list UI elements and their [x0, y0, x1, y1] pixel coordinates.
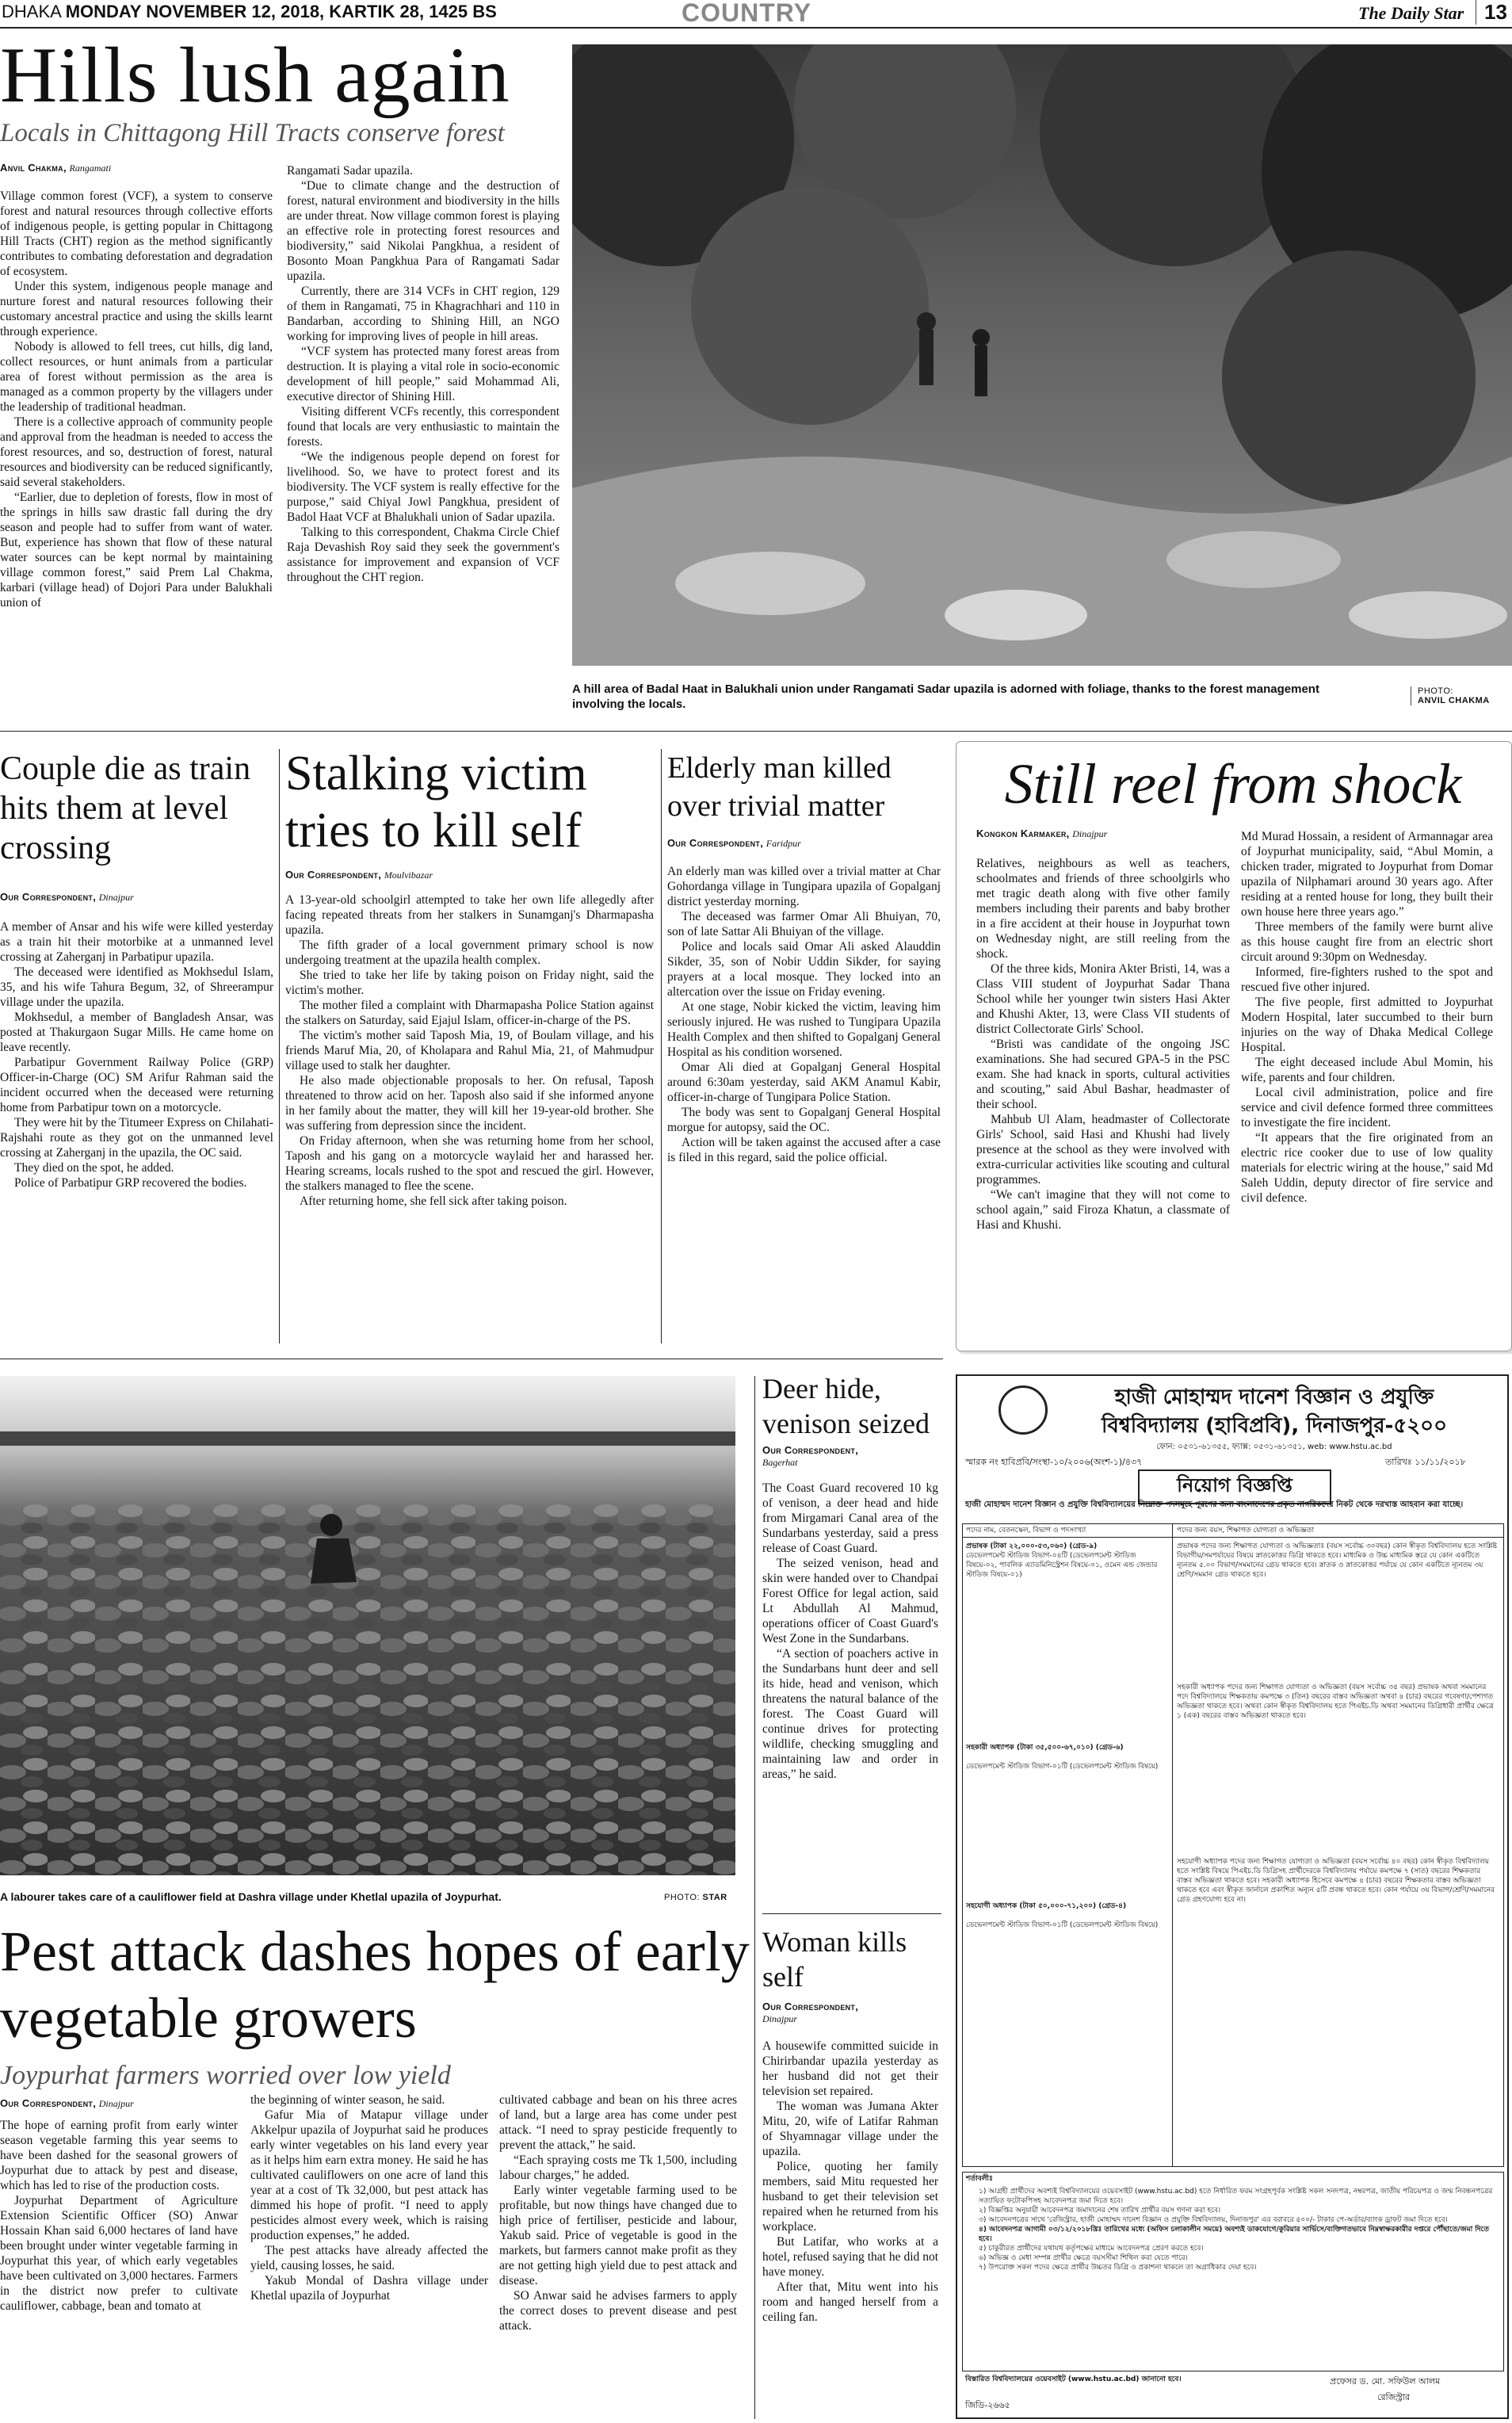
pest-subhead: Joypurhat farmers worried over low yield: [0, 2061, 451, 2090]
ad-footnote: বিস্তারিত বিশ্ববিদ্যালয়ের ওয়েবসাইট (www.hstu.ac.bd) জানানো হবে।: [965, 2375, 1182, 2383]
pest-column-3: cultivated cabbage and bean on his three acres of land, but a large area has come under pest attack. “I need to spray pesticide frequently to prevent the attack,” he said. “Each spraying costs me Tk 1,500, including labour charges,” he added. Early winter vegetable farming used to be profitable, but now things have changed due to high price of fertiliser, pesticide and labour, Yakub said. Price of vegetable is good in the markets, but farmers cannot make profit as they are not getting high yield due to pest attack and disease. SO Anwar said he advises farmers to apply the correct doses to prevent disease and pest attack.: [499, 2093, 737, 2333]
ad-contact: ফোন: ০৫৩১-৬১৩৫৫, ফ্যাক্স: ০৫৩১-৬১৩৫১, web: www.hstu.ac.bd: [1156, 1443, 1392, 1451]
woman-body: A housewife committed suicide in Chirirbandar upazila yesterday as her husband did not get their television set repaired. The woman was Jumana Akter Mitu, 20, wife of Latifar Rahman of Shyamnagar village under the upazila. Police, quoting her family members, said Mitu requested her husband to get their television set repaired when he returned from his workplace. But Latifar, who works at a hotel, refused saying that he did not have money. After that, Mitu went into his room and hanged herself from a ceiling fan.: [762, 2039, 938, 2324]
stalking-body: A 13-year-old schoolgirl attempted to take her own life allegedly after facing repeated threats from her stalkers in Sunamganj's Dharmapasha upazila. The fifth grader of a local government primary school is now undergoing treatment at the upazila health complex. She tried to take her life by taking poison on Friday night, said the victim's mother. The mother filed a complaint with Dharmapasha Police Station against the stalkers on Saturday, said Ejajul Islam, officer-in-charge of the PS. The victim's mother said Taposh Mia, 19, of Boulam village, and his friends Maruf Mia, 20, of Kholapara and Rahul Mia, 21, of Mahmudpur village used to stalk her daughter. He also made objectionable proposals to her. On refusal, Taposh threatened to throw acid on her. Taposh also said if she informed anyone in her family about the matter, they will kill her 19-year-old brother. She was suffering from depression since the incident. On Friday afternoon, when she was returning home from her school, Taposh and his gang on a motorcycle waylaid her and harassed her. Hearing screams, locals rushed to the spot and rescued the girl. However, the stalkers managed to flee the scene. After returning home, she fell sick after taking poison.: [285, 893, 654, 1208]
divider-under-lead: [0, 731, 1512, 732]
byline-name: Anvil Chakma,: [0, 162, 67, 174]
lead-column-1: Village common forest (VCF), a system to conserve forest and natural resources through collective efforts of indigenous people, is getting popular in Chittagong Hill Tracts (CHT) region as the method significantly contributes to combating deforestation and degradation of ecosystem. Under this system, indigenous people manage and nurture forest and natural resources following their customary ancestral practice and using the skills learnt through experience. Nobody is allowed to fell trees, cut hills, dig land, collect resources, or hunt animals from a particular area of forest without permission as the area is managed as a common property by the villagers under the leadership of traditional headman. There is a collective approach of community people and approval from the headman is needed to access the forest resources, and so, destruction of forest, natural resources and biodiversity can be reduced significantly, said several stakeholders. “Earlier, due to depletion of forests, flow in most of the springs in hills saw drastic fall during the dry season and people had to suffer from want of water. But, experience has shown that flow of these natural water sources can be kept normal by maintaining village common forest,” said Prem Lal Chakma, karbari (village head) of Dojori Para under Balukhali union of: [0, 189, 273, 610]
divider-deer-left: [754, 1376, 755, 2419]
masthead-logo: The Daily Star: [1358, 3, 1464, 23]
divider-under-deer: [762, 1913, 941, 1914]
ad-signatory: প্রফেসর ড. মো. সফিউল আলম: [1330, 2376, 1441, 2387]
pest-headline: Pest attack dashes hopes of early vegetable growers: [0, 1920, 750, 2050]
elderly-byline: Our Correspondent, Faridpur: [667, 837, 801, 849]
couple-body: A member of Ansar and his wife were killed yesterday as a train hit their motorbike at a unmanned level crossing at Zaherganj in Parbatipur upazila. The deceased were identified as Mokhsedul Islam, 35, and his wife Tahura Begum, 32, of Shreerampur village under the upazila. Mokhsedul, a member of Bangladesh Ansar, was posted at Thakurgaon Sugar Mills. He came home on leave recently. Parbatipur Government Railway Police (GRP) Officer-in-Charge (OC) SM Arifur Rahman said the incident occurred when the deceased were returning home from Parbatipur town on a motorcycle. They were hit by the Titumeer Express on Chilahati-Rajshahi route as they got on the unmanned level crossing at Zaherganj in the upazila, the OC said. They died on the spot, he added. Police of Parbatipur GRP recovered the bodies.: [0, 920, 273, 1190]
ad-intro: হাজী মোহাম্মদ দানেশ বিজ্ঞান ও প্রযুক্তি বিশ্ববিদ্যালয়ের নিম্নোক্ত পদসমূহে পূরণের জন্য বাংলাদেশের প্রকৃত নাগরিকদের নিকট থেকে দরখাস্ত আহবান করা যাচ্ছে।: [965, 1500, 1464, 1509]
dateline-city: DHAKA: [2, 2, 61, 21]
cauliflower-photo-image: [0, 1376, 735, 1875]
lead-byline: [0, 162, 111, 174]
divider-col-2: [661, 749, 662, 1343]
elderly-headline: Elderly man killed over trivial matter: [667, 751, 892, 823]
ad-memo: স্মারক নং হাবিপ্রবি/সংস্থা-১০/২০০৬(অংশ-১)/৪৩৭: [965, 1457, 1143, 1467]
stalking-headline: Stalking victim tries to kill self: [285, 747, 587, 858]
page-header: [0, 0, 1512, 29]
couple-headline: Couple die as train hits them at level crossing: [0, 751, 251, 866]
shock-column-1: Relatives, neighbours as well as teachers, schoolmates and friends of three schoolgirls who met tragic death along with five other family members including their parents and baby brother in a fire accident at their house in Joypurhat town on Wednesday night, are still reeling from the shock. Of the three kids, Monira Akter Bristi, 14, was a Class VIII student of Joypurhat Sadar Thana School while her younger twin sisters Hasi Akter and Khushi Akter, 13, were Class VII students of district Collectorate Girls' School. “Bristi was candidate of the ongoing JSC examinations. She had secured GPA-5 in the PSC exam. She had knack in sports, cultural activities and scouting,” said Abul Bashar, headmaster of their school. Mahbub Ul Alam, headmaster of Collectorate Girls' School, said Hasi and Khushi had lively presence at the school as they were involved with extra-curricular activities like scouting and cultural programmes. “We can't imagine that they will not come to school again,” said Firoza Khatun, a classmate of Hasi and Khushi.: [976, 857, 1230, 1232]
forest-photo-image: [572, 44, 1512, 666]
forest-photo-caption: A hill area of Badal Haat in Balukhali union under Rangamati Sadar upazila is adorned with foliage, thanks to the forest management involving the locals.: [572, 682, 1319, 711]
ad-title-2: বিশ্ববিদ্যালয় (হাবিপ্রবি), দিনাজপুর-৫২০০: [1101, 1414, 1447, 1438]
byline-place: Rangamati: [69, 162, 112, 174]
conditions-list: ১) আগ্রহী প্রার্থীদের অবশ্যই বিশ্ববিদ্যালয়ের ওয়েবসাইট (www.hstu.ac.bd) হতে নির্ধারিত ফরম সংগ্রহপূর্বক সংশ্লিষ্ট সকল সনদপত্র, নম্বরপত্র, জাতীয় পরিচয়পত্র ও জন্ম নিবন্ধনপত্রের সত্যায়িত ফটোকপিসহ আবেদনপত্র জমা দিতে হবে। ২) বিজ্ঞপ্তির অনুযায়ী আবেদনপত্র জমাদানের শেষ তারিখ প্রার্থীর বয়স গণনা করা হবে। ৩) আবেদনপত্রের সাথে 'রেজিস্ট্রার, হাজী মোহাম্মদ দানেশ বিজ্ঞান ও প্রযুক্তি বিশ্ববিদ্যালয়, দিনাজপুর' এর বরাবরে ৫০০/- টাকার পে-অর্ডার/ব্যাংক ড্রাফট জমা দিতে হবে। ৪) আবেদনপত্র আগামী ০৩/১২/২০১৮খ্রিঃ তারিখের মধ্যে (অফিস চলাকালীন সময়ে) অবশ্যই ডাকযোগে/কুরিয়ার সার্ভিসে/ব্যক্তিগতভাবে নিম্নস্বাক্ষরকারীর দপ্তরে পৌঁছাতে/জমা দিতে হবে। ৫) চাকুরীরত প্রার্থীদের যথাযথ কর্তৃপক্ষের মাধ্যমে আবেদনপত্র প্রেরণ করতে হবে। ৬) অভিজ্ঞ ও মেধা সম্পন্ন প্রার্থীর ক্ষেত্রে বয়সসীমা শিথিল করা যেতে পারে। ৭) উপরোক্ত সকল পদের ক্ষেত্রে প্রার্থীর উচ্চতর ডিগ্রি ও প্রকাশনা থাকলে তা অগ্রাধিকার দেয়া হবে।: [979, 2188, 1493, 2272]
divider-col-1: [279, 749, 280, 1343]
deer-byline: Our Correspondent, Bagerhat: [762, 1444, 859, 1468]
shock-column-2: Md Murad Hossain, a resident of Armannagar area of Joypurhat municipality, said, “Abul Momin, a chicken trader, migrated to Joypurhat from Domar upazila of Nilphamari around 30 years ago. After residing at a rented house for long, they built their own house here three years ago.” Three members of the family were burnt alive as this house caught fire from an electric short circuit around 9:30pm on Wednesday. Informed, fire-fighters rushed to the spot and rescued five other injured. The five people, first admitted to Joypurhat Modern Hospital, later succumbed to their burn injuries on the way of Dhaka Medical College Hospital. The eight deceased include Abul Momin, his wife, parents and four children. Local civil administration, police and fire service and civil defence formed three committees to investigate the fire incident. “It appears that the fire originated from an electric rice cooker due to use of low quality materials for electric wiring at the house,” said Md Saleh Uddin, deputy director of fire service and civil defence.: [1241, 830, 1493, 1205]
lead-subhead: Locals in Chittagong Hill Tracts conserve forest: [0, 119, 505, 147]
couple-byline: Our Correspondent, Dinajpur: [0, 891, 134, 903]
shock-byline: Kongkon Karmaker, Dinajpur: [976, 827, 1108, 839]
forest-photo-credit: PHOTO: ANVIL CHAKMA: [1411, 686, 1490, 705]
ad-req-1: প্রভাষক পদের জন্য শিক্ষাগত যোগ্যতা ও অভিজ্ঞতাঃ (বয়স সর্বোচ্চ ৩০বছর) কোন স্বীকৃত বিশ্ববিদ্যালয় হতে সংশ্লিষ্ট বিভাগীয়/সমপর্যায়ের বিষয়ে স্নাতকোত্তর ডিগ্রি থাকতে হবে। মাধ্যমিক ও উচ্চ মাধ্যমিক স্তরে যে কোন একটিতে ন্যূনতম ৫.০০ বিভাগ/সমমানের গ্রেড থাকতে হবে। স্নাতক ও স্নাতকোত্তর পর্যায়ে যে কোন একটিতে ন্যূনতম ৩য় শ্রেণি/সমমান গ্রেড থাকতে হবে।: [1177, 1542, 1497, 1579]
university-logo: [998, 1385, 1048, 1435]
dateline-date: MONDAY NOVEMBER 12, 2018, KARTIK 28, 1425 BS: [65, 2, 497, 21]
dateline: [2, 2, 497, 22]
pest-byline: Our Correspondent, Dinajpur: [0, 2097, 134, 2109]
cauliflower-credit: PHOTO: STAR: [664, 1893, 727, 1902]
lead-column-2: Rangamati Sadar upazila. “Due to climate change and the destruction of forest, natural environment and biodiversity in the hills are under threat. Now village common forest is playing an effective role in protecting forest resources and biodiversity,” said Nikolai Pangkhua, a resident of Bosonto Moan Pangkhua Para of Rangamati Sadar upazila. Currently, there are 314 VCFs in CHT region, 129 of them in Rangamati, 75 in Khagrachhari and 110 in Bandarban, according to Shining Hill, an NGO working for improving lives of people in hill areas. “VCF system has protected many forest areas from destruction. It is playing a vital role in socio-economic development of hill people,” said Mohammad Ali, executive director of Shining Hill. Visiting different VCFs recently, this correspondent found that locals are very enthusiastic to maintain the forests. “We the indigenous people depend on forest for livelihood. So, we have to protect forest and its biodiversity. The VCF system is really effective for the purpose,” said Chiyal Jowl Pangkhua, president of Badol Haat VCF at Bhalukhali union of Sadar upazila. Talking to this correspondent, Chakma Circle Chief Raja Devashish Roy said they seek the government's assistance for improvement and expansion of VCF throughout the CHT region.: [287, 164, 559, 584]
section-title: COUNTRY: [682, 0, 812, 27]
stalking-byline: Our Correspondent, Moulvibazar: [285, 869, 433, 881]
woman-byline: Our Correspondent, Dinajpur: [762, 2001, 859, 2024]
ad-date: তারিখঃ ১১/১১/২০১৮: [1385, 1457, 1466, 1467]
cauliflower-photo: [0, 1376, 735, 1875]
deer-body: The Coast Guard recovered 10 kg of venison, a deer head and hide from Mirgamari Canal area of the Sundarbans yesterday, said a press release of Coast Guard. The seized venison, head and skin were handed over to Chandpai Forest Office for legal action, said Lt Abdullah Al Mahmud, operations officer of Coast Guard's West Zone in the Sundarbans. “A section of poachers active in the Sundarbans hunt deer and sell its hide, head and venison, which threatens the natural balance of the forest. The Coast Guard will continue drives for protecting wildlife, checking smuggling and maintaining law and order in areas,” he said.: [762, 1481, 938, 1781]
ad-code: জিডি-২৬৬৫: [965, 2400, 1010, 2410]
pest-column-2: the beginning of winter season, he said. Gafur Mia of Matapur village under Akkelpur upazila of Joypurhat said he produces early winter vegetables on his land every year as it helps him earn extra money. He said he has cultivated cauliflowers on one acre of land this year at a cost of Tk 32,000, but pest attack has dimmed his hope of profit. “I need to apply pesticides almost every week, which is raising production expenses,” he added. The pest attacks have already affected the yield, causing losses, he said. Yakub Mondal of Dashra village under Khetlal upazila of Joypurhat: [250, 2093, 488, 2303]
ad-conditions: [962, 2172, 1504, 2371]
elderly-body: An elderly man was killed over a trivial matter at Char Gohordanga village in Tungipara upazila of Gopalganj district yesterday morning. The deceased was farmer Omar Ali Bhuiyan, 70, son of late Sattar Ali Bhuiyan of the village. Police and locals said Omar Ali asked Alauddin Sikder, 35, son of Nobir Uddin Sikder, for saying prayers at a local mosque. They locked into an altercation over the issue on Friday evening. At one stage, Nobir kicked the victim, leaving him seriously injured. He was rushed to Tungipara Upazila Health Complex and then shifted to Gopalganj General Hospital as his condition worsened. Omar Ali died at Gopalganj General Hospital around 6:30am yesterday, said AKM Anamul Kabir, officer-in-charge of Tungipara Police Station. The body was sent to Gopalganj General Hospital morgue for autopsy, said the OC. Action will be taken against the accused after a case is filed in this regard, said the police official.: [667, 865, 941, 1164]
forest-photo: [572, 44, 1512, 666]
recruitment-ad: [956, 1374, 1509, 2419]
ad-table-header-right: পদের জন্য বয়স, শিক্ষাগত যোগ্যতা ও অভিজ্ঞতা: [1177, 1527, 1315, 1534]
lead-headline: Hills lush again: [0, 31, 510, 119]
page-number: 13: [1476, 0, 1507, 25]
deer-headline: Deer hide, venison seized: [762, 1373, 930, 1439]
woman-headline: Woman kills self: [762, 1926, 907, 1993]
ad-post-2: সহকারী অধ্যাপক (টাকা ৩৫,৫০০-৬৭,০১০) (গ্রেড-৬) ডেভেলপমেন্ট স্টাডিজ বিভাগ-০১টি (ডেভেলপমেন্ট স্টাডিজ বিষয়ে): [966, 1744, 1159, 1771]
shock-headline: Still reel from shock: [1004, 752, 1462, 816]
ad-req-3: সহযোগী অধ্যাপক পদের জন্য শিক্ষাগত যোগ্যতা ও অভিজ্ঞতা (বয়স সর্বোচ্চ ৪০ বছর) কোন স্বীকৃত বিশ্ববিদ্যালয় হতে সংশ্লিষ্ট বিষয়ে পিএইচ.ডি ডিগ্রিসহ প্রার্থীদেরকে বিশ্ববিদ্যালয় পর্যায়ে কমপক্ষে ৭ (সাত) বছরের শিক্ষকতার বাস্তব অভিজ্ঞতা থাকতে হবে। সহকারী অধ্যাপক হিসেবে কমপক্ষে ৪ (চার) বছরের শিক্ষকতার বাস্তব অভিজ্ঞতা থাকতে হবে এবং স্বীকৃত জার্নালে প্রকাশিত অন্যূন ৫টি প্রবন্ধ থাকতে হবে। কোন পর্যায়ে ৩য় বিভাগ/শ্রেণি/সমমানের গ্রেড গ্রহণযোগ্য হবে না।: [1177, 1858, 1495, 1904]
notice-title: নিয়োগ বিজ্ঞপ্তি: [1138, 1469, 1331, 1504]
ad-req-2: সহকারী অধ্যাপক পদের জন্য শিক্ষাগত যোগ্যতা ও অভিজ্ঞতা (বয়স সর্বোচ্চ ৩৫ বছর) প্রভাষক অথবা সমমানের পদে বিশ্ববিদ্যালয়ে শিক্ষকতায় কমপক্ষে ৩ (তিন) বছরের বাস্তব অভিজ্ঞতা অথবা ৪ (চার) বছরের গবেষণা/পেশাগত অভিজ্ঞতা থাকতে হবে। অথবা কোন স্বীকৃত বিশ্ববিদ্যালয় হতে পিএইচ.ডি অথবা সমমানের ডিগ্রিধারী প্রার্থীর ক্ষেত্রে ১ (এক) বছরের বাস্তব অভিজ্ঞতা থাকতে হবে।: [1177, 1683, 1494, 1720]
cauliflower-caption: A labourer takes care of a cauliflower field at Dashra village under Khetlal upazila of Joypurhat.: [0, 1890, 502, 1903]
ad-title-1: হাজী মোহাম্মদ দানেশ বিজ্ঞান ও প্রযুক্তি: [1114, 1385, 1434, 1409]
conditions-label: শর্তাবলীঃ: [966, 2175, 993, 2183]
ad-table: [962, 1523, 1504, 2167]
ad-post-1: প্রভাষক (টাকা ২২,০০০-৫৩,০৬০) (গ্রেড-৯) ডেভেলপমেন্ট স্টাডিজ বিভাগ-০৪টি (ডেভেলপমেন্ট স্টাডিজ বিষয়ে-০২, পাবলিক এ্যাডমিনিস্ট্রেশন বিষয়ে-০১, ওমেন এন্ড জেন্ডার স্টাডিজ বিষয়ে-০১): [966, 1542, 1158, 1579]
ad-table-header-left: পদের নাম, বেতনস্কেল, বিভাগ ও পদসংখ্যা: [966, 1527, 1086, 1534]
pest-column-1: The hope of earning profit from early winter season vegetable farming this year seems to have been dashed for the seasonal growers of Joypurhat due to attack by pest and disease, which has led to rise of the production costs. Joypurhat Department of Agriculture Extension Scientific Officer (SO) Anwar Hossain Khan said 6,000 hectares of land have been brought under winter vegetable farming in Joypurhat this year, of which early vegetables have been cultivated on 3,000 hectares. Farmers in the district now prefer to cultivate cauliflower, cabbage, bean and tomato at: [0, 2119, 238, 2313]
ad-signatory-title: রেজিস্ট্রার: [1377, 2392, 1411, 2402]
ad-post-3: সহযোগী অধ্যাপক (টাকা ৫০,০০০-৭১,২০০) (গ্রেড-৪) ডেভেলপমেন্ট স্টাডিজ বিভাগ-০১টি (ডেভেলপমেন্ট স্টাডিজ বিষয়ে): [966, 1902, 1159, 1929]
